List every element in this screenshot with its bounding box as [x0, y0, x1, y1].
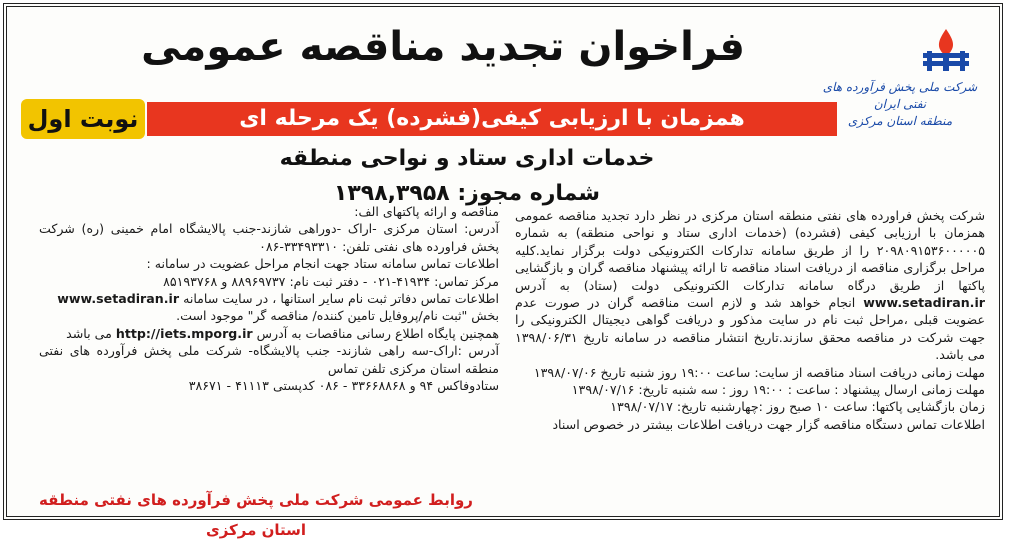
setad-link[interactable]: www.setadiran.ir — [863, 295, 985, 311]
org-name-text: شرکت ملی پخش فرآورده های نفتی ایران — [822, 80, 978, 111]
permit-number: شماره مجوز: ۱۳۹۸,۳۹۵۸ — [333, 181, 601, 206]
setad-contact-heading: اطلاعات تماس سامانه ستاد جهت انجام مراحل عضویت در سامانه : — [146, 256, 499, 272]
submission-deadline: مهلت زمانی ارسال پیشنهاد : ساعت : ۱۹:۰۰ روز : سه شنبه تاریخ: ۱۳۹۸/۰۷/۱۶ — [571, 382, 985, 398]
contact-intro: اطلاعات تماس دستگاه مناقصه گزار جهت دریافت اطلاعات بیشتر در خصوص اسناد — [552, 416, 985, 432]
org-region-text: منطقه استان مرکزی — [847, 114, 953, 128]
provincial-offices-text: اطلاعات تماس دفاتر ثبت نام سایر استانها ، در سایت سامانه — [183, 291, 499, 307]
envelope-note: مناقصه و ارائه پاکتهای الف: — [354, 204, 499, 219]
document-deadline: مهلت زمانی دریافت اسناد مناقصه از سایت: ساعت ۱۹:۰۰ روز شنبه تاریخ ۱۳۹۸/۰۷/۰۶ — [533, 364, 985, 380]
nioc-logo-icon — [917, 25, 975, 75]
tender-intro — [515, 207, 985, 364]
region-address: آدرس :اراک-سه راهی شازند- جنب پالایشگاه- شرکت ملی پخش فرآورده های نفتی منطقه استان مرکزی تلفن تماس — [39, 343, 499, 376]
edition-badge-text: نوبت اول — [27, 105, 139, 133]
company-address: آدرس: استان مرکزی -اراک -دوراهی شازند-جنب پالایشگاه امام خمینی (ره) شرکت پخش فراورده های نفتی تلفن: ۳۳۴۹۳۳۱۰-۰۸۶ — [39, 221, 499, 254]
registration-section-note: بخش "ثبت نام/پروفایل تامین کننده/ مناقصه گر" موجود است. — [176, 308, 499, 324]
organization-name — [815, 79, 985, 130]
subtitle-text: همزمان با ارزیابی کیفی(فشرده) یک مرحله ای — [239, 106, 745, 131]
iets-suffix: می باشد — [66, 325, 112, 341]
advertisement-frame — [3, 3, 1003, 539]
setad-link-2[interactable]: www.setadiran.ir — [57, 291, 180, 307]
call-center-numbers: مرکز تماس: ۴۱۹۳۴-۰۲۱ - دفتر ثبت نام: ۸۸۹۶۹۷۳۷ و ۸۵۱۹۳۷۶۸ — [163, 273, 499, 289]
opening-time: زمان بازگشایی پاکتها: ساعت ۱۰ صبح روز :چهارشنبه تاریخ: ۱۳۹۸/۰۷/۱۷ — [610, 399, 985, 415]
fax-postal-code: ستادوفاکس ۹۴ و ۳۳۶۶۸۸۶۸ - ۰۸۶ کدپستی ۴۱۱۱۳ - ۳۸۶۷۱ — [188, 378, 499, 394]
registration-text: انجام خواهد شد و لازم است مناقصه گران در صورت عدم عضویت قبلی ،مراحل ثبت نام در سایت مذکور و دریافت گواهی دیجیتال الکترونیکی را جهت شرکت در مناقصه محقق سازند.تاریخ انتشار مناقصه در سامانه تاریخ ۱۳۹۸/۰۶/۳۱ می باشد. — [515, 295, 985, 363]
intro-text: شرکت پخش فراورده های نفتی منطقه استان مرکزی در نظر دارد تجدید مناقصه عمومی همزمان با ارزیابی کیفی (فشرده) (خدمات اداری ستاد و نواحی منطقه) به شماره ۲۰۹۸۰۹۱۵۳۶۰۰۰۰۰۵ را از طریق سامانه تدارکات الکترونیکی دولت برگزار نماید.کلیه مراحل برگزاری مناقصه از دریافت اسناد مناقصه تا ارائه پیشنهاد مناقصه گران و بازگشایی پاکتها از طریق درگاه سامانه تدارکات الکترونیکی دولت (ستاد) به آدرس — [515, 208, 985, 293]
public-relations-footer: روابط عمومی شرکت ملی پخش فرآورده های نفتی منطقه استان مرکزی — [39, 491, 473, 539]
tender-details-column — [515, 207, 985, 433]
iets-intro: همچنین پایگاه اطلاع رسانی مناقصات به آدرس — [256, 325, 499, 341]
page-title: فراخوان تجدید مناقصه عمومی — [141, 24, 745, 70]
iets-link[interactable]: http://iets.mporg.ir — [115, 325, 253, 341]
contact-details-column — [39, 203, 499, 394]
service-heading: خدمات اداری ستاد و نواحی منطقه — [279, 146, 655, 171]
